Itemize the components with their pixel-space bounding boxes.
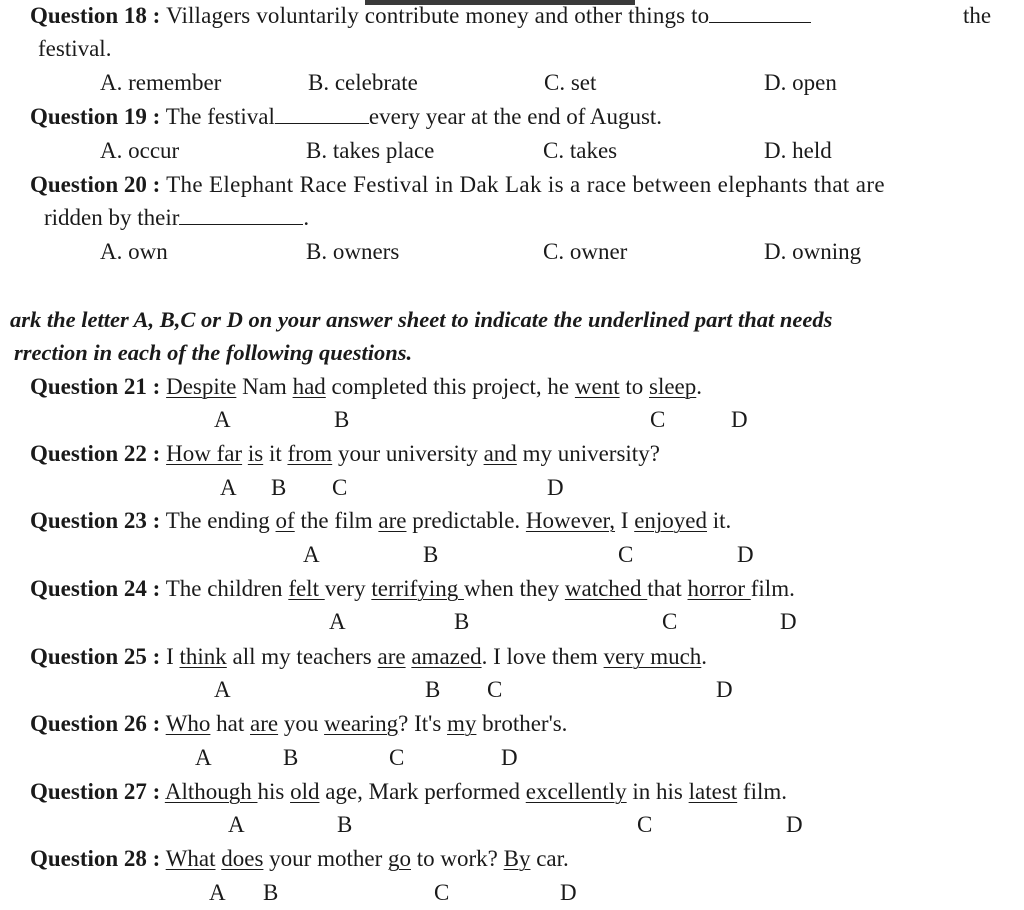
underlined-part-c: excellently [525,779,627,804]
sentence-text: . [701,644,708,669]
option-c: C. set [544,70,597,95]
underlined-part-a: think [179,644,227,669]
underlined-part-b: does [221,846,264,871]
underlined-part-b: old [290,779,320,804]
question-label: Question 26 : [30,711,161,736]
letter-d: D [501,745,518,770]
letter-c: C [637,812,653,837]
sentence-text: it. [707,508,732,533]
underlined-part-c: amazed [411,644,482,669]
sentence-text: I [166,644,180,669]
option-b: B. takes place [306,138,435,163]
letter-c: C [389,745,405,770]
underlined-part-b: terrifying [371,576,464,601]
underlined-part-c: watched [564,576,648,601]
instructions-line-2: rrection in each of the following questions. [14,340,413,365]
sentence-text: completed this project, he [325,374,575,399]
sentence-text: Nam [236,374,293,399]
question-text: Villagers voluntarily contribute money and other things to [166,3,710,28]
sentence-text: your university [332,441,484,466]
option-a: A. own [100,239,168,264]
underlined-part-c: go [387,846,411,871]
sentence-text: film. [750,576,795,601]
underlined-part-a: How far [166,441,243,466]
letter-d: D [786,812,803,837]
sentence-text: I [615,508,635,533]
question-text-after: every year at the end of August. [368,104,663,129]
letter-d: D [731,407,748,432]
answer-blank [275,105,369,124]
sentence-text: The ending [165,508,276,533]
letter-a: A [214,677,231,702]
underlined-part-d: By [503,846,531,871]
question-label: Question 22 : [30,441,161,466]
underlined-part-a: Although [164,779,258,804]
underlined-part-d: horror [687,576,751,601]
sentence-text: age, Mark performed [319,779,526,804]
letter-a: A [209,880,226,905]
letter-b: B [454,609,470,634]
underlined-part-c: However, [525,508,616,533]
letter-a: A [195,745,212,770]
letter-b: B [423,542,439,567]
option-d: D. owning [764,239,862,264]
letter-d: D [780,609,797,634]
letter-a: A [214,407,231,432]
letter-a: A [329,609,346,634]
question-label: Question 23 : [30,508,161,533]
sentence-text: very [324,576,372,601]
sentence-text: that [647,576,688,601]
underlined-part-b: are [250,711,279,736]
underlined-part-c: from [287,441,333,466]
letter-d: D [716,677,733,702]
sentence-text: car. [530,846,569,871]
option-c: C. owner [543,239,628,264]
option-b: B. celebrate [308,70,418,95]
answer-blank [179,206,303,225]
question-label: Question 19 : [30,104,161,129]
question-label: Question 18 : [30,3,161,28]
question-text-end: the [963,3,992,28]
letter-a: A [228,812,245,837]
letter-b: B [425,677,441,702]
question-label: Question 21 : [30,374,161,399]
question-label: Question 24 : [30,576,161,601]
letter-c: C [332,475,348,500]
sentence-text: to work? [410,846,504,871]
question-label: Question 28 : [30,846,161,871]
question-label: Question 20 : [30,172,161,197]
sentence-text: in his [626,779,689,804]
letter-b: B [283,745,299,770]
letter-d: D [560,880,577,905]
underlined-part-b: is [247,441,264,466]
question-label: Question 27 : [30,779,161,804]
question-text: The festival [165,104,275,129]
sentence-text: my university? [516,441,660,466]
underlined-part-a: What [165,846,216,871]
sentence-text: you [278,711,325,736]
sentence-text: ? It's [398,711,448,736]
underlined-part-d: sleep [649,374,697,399]
letter-a: A [303,542,320,567]
sentence-text: The children [165,576,289,601]
underlined-part-d: enjoyed [634,508,708,533]
question-text: The Elephant Race Festival in Dak Lak is a race between elephants that are [166,172,885,197]
sentence-text: it [263,441,288,466]
underlined-part-b: are [377,644,406,669]
underlined-part-d: very much [603,644,702,669]
underlined-part-c: went [574,374,620,399]
letter-c: C [487,677,503,702]
option-a: A. remember [100,70,222,95]
question-text-continued: ridden by their [44,205,180,230]
letter-c: C [650,407,666,432]
underlined-part-d: latest [688,779,738,804]
sentence-text: when they [463,576,565,601]
question-text-continued: festival. [38,36,112,61]
letter-c: C [662,609,678,634]
sentence-text: . [696,374,703,399]
letter-c: C [434,880,450,905]
question-label: Question 25 : [30,644,161,669]
option-c: C. takes [543,138,618,163]
sentence-text: hat [210,711,251,736]
answer-blank [709,4,811,23]
letter-b: B [263,880,279,905]
letter-d: D [737,542,754,567]
sentence-text: predictable. [406,508,526,533]
underlined-part-a: Despite [166,374,237,399]
underlined-part-c: wearing [324,711,399,736]
letter-b: B [271,475,287,500]
underlined-part-b: are [378,508,407,533]
letter-a: A [220,475,237,500]
sentence-text: the film [294,508,379,533]
option-d: D. open [764,70,837,95]
sentence-text: all my teachers [226,644,378,669]
letter-b: B [334,407,350,432]
instructions-line-1: ark the letter A, B,C or D on your answer sheet to indicate the underlined part that needs [10,307,833,332]
sentence-text: film. [737,779,788,804]
sentence-text: . I love them [481,644,604,669]
option-b: B. owners [306,239,400,264]
underlined-part-b: had [292,374,326,399]
option-d: D. held [764,138,832,163]
question-text-end: . [303,205,310,230]
underlined-part-d: and [483,441,517,466]
sentence-text: his [257,779,291,804]
underlined-part-a: felt [288,576,325,601]
letter-b: B [337,812,353,837]
sentence-text: to [619,374,649,399]
sentence-text: your mother [263,846,388,871]
letter-c: C [618,542,634,567]
underlined-part-a: of [275,508,295,533]
underlined-part-d: my [447,711,477,736]
option-a: A. occur [100,138,180,163]
letter-d: D [547,475,564,500]
sentence-text: brother's. [476,711,568,736]
underlined-part-a: Who [165,711,211,736]
